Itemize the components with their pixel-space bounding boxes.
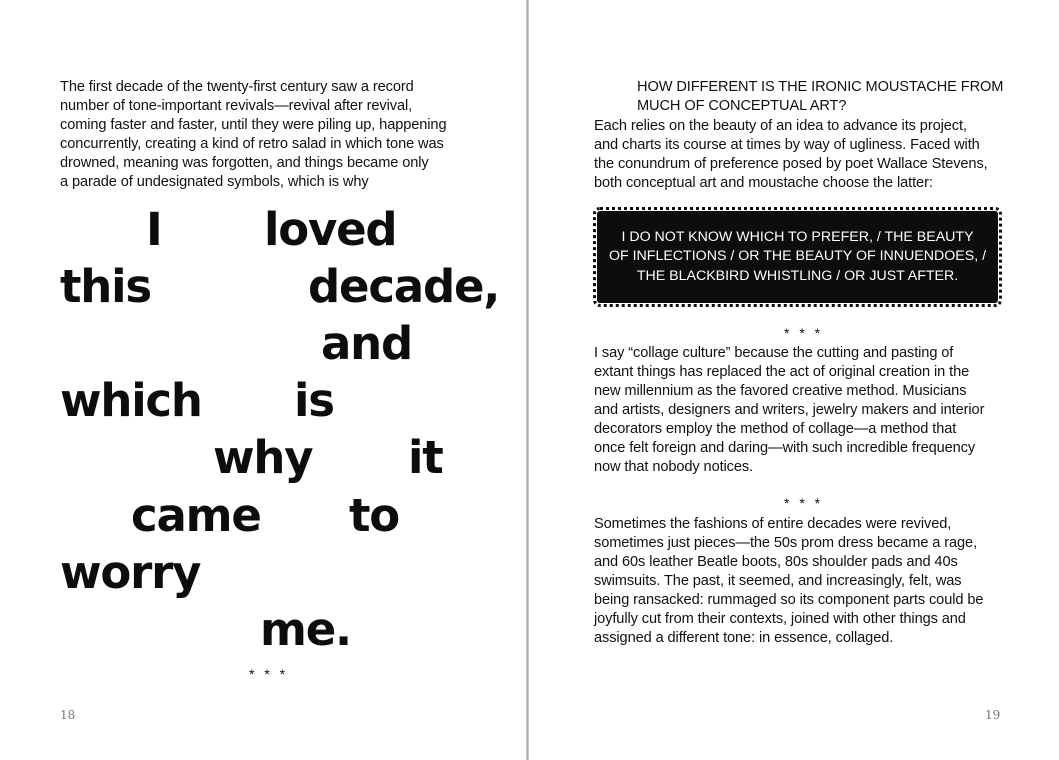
page-number-right: 19 [985,708,1001,722]
text-line: swimsuits. The past, it seemed, and increasingly, felt, was [594,573,962,589]
text-line: Sometimes the fashions of entire decades were revived, [594,516,952,532]
paragraph-fashions [594,515,983,648]
text-line: extant things has replaced the act of original creation in the [594,364,970,380]
big-word-which: which [60,374,202,427]
big-word-why: why [213,431,313,484]
big-word-i: I [146,203,162,256]
big-word-me: me. [260,603,351,656]
quote-line: THE BLACKBIRD WHISTLING / OR JUST AFTER. [636,267,959,284]
section-separator: * * * [784,495,824,511]
big-word-it: it [408,431,443,484]
big-word-this: this [60,260,151,313]
heading-line: HOW DIFFERENT IS THE IRONIC MOUSTACHE FROM [637,79,1004,95]
big-word-is: is [294,374,334,427]
text-line: being ransacked: rummaged so its component parts could be [594,592,984,608]
text-line: and charts its course at times by way of ugliness. Faced with [594,137,980,153]
text-line: new millennium as the favored creative method. Musicians [594,383,967,399]
text-line: and artists, designers and writers, jewelry makers and interior [594,402,985,418]
stevens-quote-box [597,211,998,303]
text-line: decorators employ the method of collage—a method that [594,421,957,437]
page-number-left: 18 [60,708,76,722]
text-line: once felt foreign and daring—with such incredible frequency [594,440,976,456]
big-word-and: and [321,317,413,370]
text-line: drowned, meaning was forgotten, and things became only [60,155,429,171]
quote-line: I DO NOT KNOW WHICH TO PREFER, / THE BEAUTY [621,228,974,245]
text-line: a parade of undesignated symbols, which is why [60,174,369,190]
text-line: concurrently, creating a kind of retro salad in which tone was [60,136,444,152]
big-word-to: to [349,489,400,542]
big-word-loved: loved [264,203,397,256]
text-line: now that nobody notices. [594,459,754,475]
text-line: number of tone-important revivals—revival after revival, [60,98,413,114]
text-line: joyfully cut from their contexts, joined with other things and [594,611,966,627]
text-line: assigned a different tone: in essence, collaged. [594,630,894,646]
text-line: and 60s leather Beatle boots, 80s shoulder pads and 40s [594,554,958,570]
text-line: I say “collage culture” because the cutting and pasting of [594,345,954,361]
text-line: Each relies on the beauty of an idea to advance its project, [594,118,967,134]
text-line: coming faster and faster, until they were piling up, happening [60,117,447,133]
text-line: both conceptual art and moustache choose the latter: [594,175,933,191]
section-separator: * * * [249,666,289,682]
left-intro-paragraph [60,78,446,192]
text-line: the conundrum of preference posed by poet Wallace Stevens, [594,156,988,172]
paragraph-collage-culture [594,344,984,477]
quote-line: OF INFLECTIONS / OR THE BEAUTY OF INNUENDOES, / [608,248,987,265]
big-word-worry: worry [60,546,201,599]
paragraph-moustache [594,117,988,193]
big-word-decade: decade, [308,260,500,313]
heading-line: MUCH OF CONCEPTUAL ART? [637,98,847,114]
section-heading [637,78,1003,116]
section-separator: * * * [784,325,824,341]
text-line: sometimes just pieces—the 50s prom dress became a rage, [594,535,978,551]
text-line: The first decade of the twenty-first century saw a record [60,79,414,95]
big-word-came: came [131,489,261,542]
